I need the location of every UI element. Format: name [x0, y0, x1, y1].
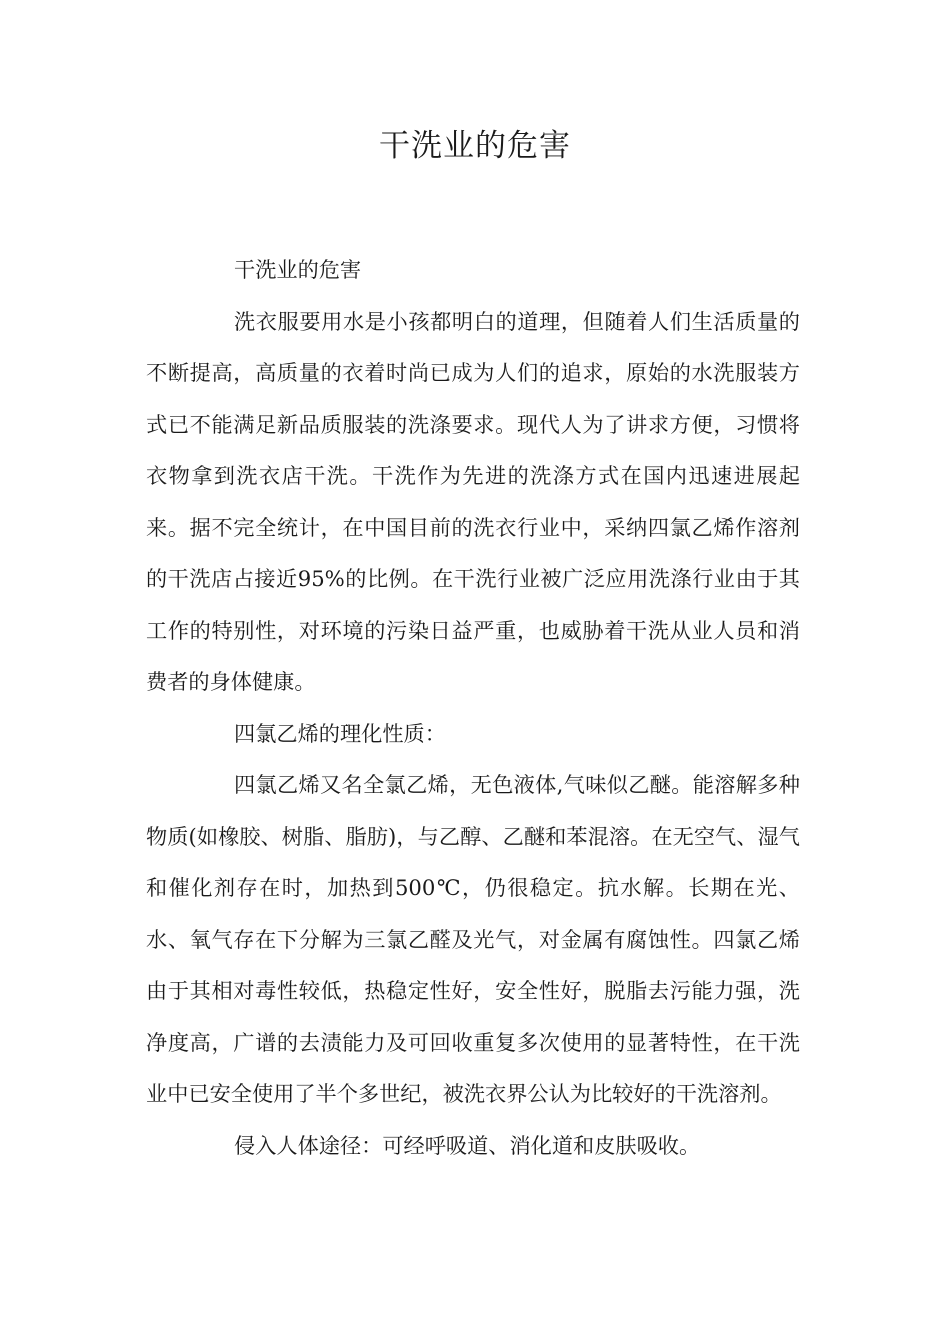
- properties-heading: 四氯乙烯的理化性质：: [234, 720, 446, 746]
- document-body: [146, 244, 800, 1171]
- properties-paragraph: 四氯乙烯又名全氯乙烯，无色液体,气味似乙醚。能溶解多种物质(如橡胶、树脂、脂肪)，与乙醇、乙醚和苯混溶。在无空气、湿气和催化剂存在时，加热到500℃，仍很稳定。抗水解。长期在光、水、氧气存在下分解为三氯乙醛及光气，对金属有腐蚀性。四氯乙烯由于其相对毒性较低，热稳定性好，安全性好，脱脂去污能力强，洗净度高，广谱的去渍能力及可回收重复多次使用的显著特性，在干洗业中已安全使用了半个多世纪，被洗衣界公认为比较好的干洗溶剂。: [146, 772, 800, 1106]
- intro-paragraph: 洗衣服要用水是小孩都明白的道理，但随着人们生活质量的不断提高，高质量的衣着时尚已成为人们的追求，原始的水洗服装方式已不能满足新品质服装的洗涤要求。现代人为了讲求方便，习惯将衣物拿到洗衣店干洗。干洗作为先进的洗涤方式在国内迅速进展起来。据不完全统计，在中国目前的洗衣行业中，采纳四氯乙烯作溶剂的干洗店占接近95%的比例。在干洗行业被广泛应用洗涤行业由于其工作的特别性，对环境的污染日益严重，也威胁着干洗从业人员和消费者的身体健康。: [146, 308, 800, 694]
- document-title: 干洗业的危害: [379, 128, 571, 164]
- section-heading: 干洗业的危害: [234, 257, 362, 282]
- exposure-route-paragraph: 侵入人体途径：可经呼吸道、消化道和皮肤吸收。: [234, 1132, 701, 1158]
